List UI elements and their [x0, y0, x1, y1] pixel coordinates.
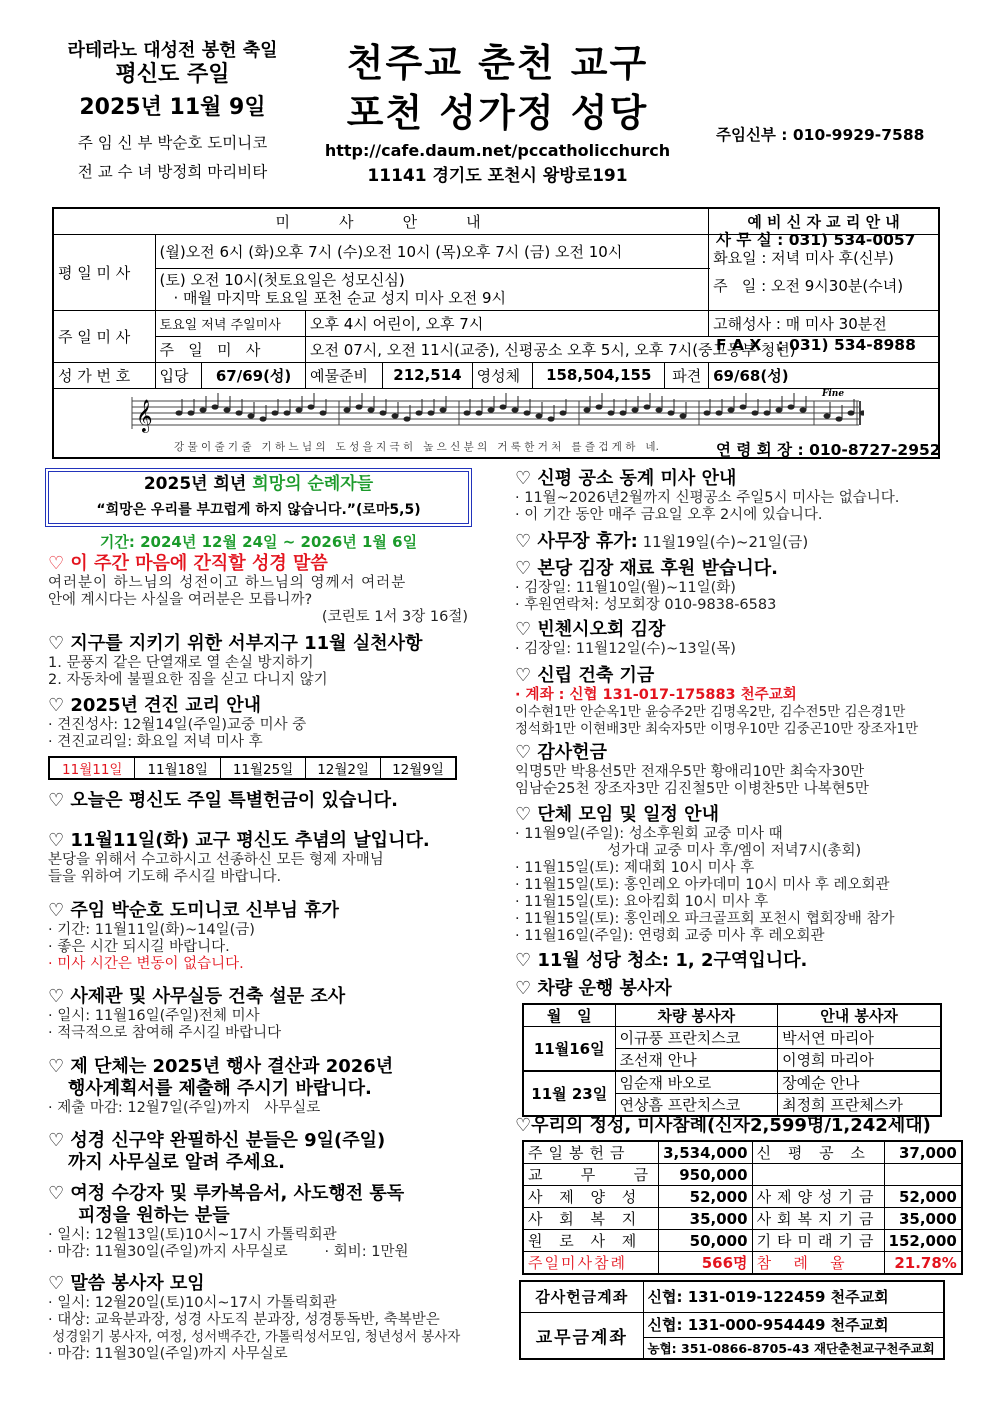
- section-laity-memorial: [48, 830, 430, 886]
- note: [308, 404, 315, 409]
- plans-line: · 제출 마감: 12월7일(주일)까지 사무실로: [48, 1100, 321, 1116]
- offering-value: 35,000: [659, 1208, 752, 1230]
- hymn-offertory-label: 예물준비: [305, 362, 382, 388]
- office-vacation-dates: 11월19일(수)~21일(금): [637, 533, 809, 551]
- note: [416, 410, 423, 415]
- survey-line: · 일시: 11월16일(주일)전체 미사: [48, 1008, 260, 1024]
- pastor-vacation-line: · 기간: 11월11일(화)~14일(금): [48, 922, 255, 938]
- drivers-heading: ♡ 차량 운행 봉사자: [515, 978, 672, 999]
- bible-copy-heading: ♡ 성경 신구약 완필하신 분들은 9일(주일): [48, 1130, 386, 1151]
- offering-row: [523, 1252, 962, 1275]
- plans-heading-2: 행사계획서를 제출해 주시기 바랍니다.: [68, 1078, 372, 1099]
- section-thanks-offering: [515, 742, 869, 798]
- group-line: · 11월16일(주일): 연령회 교중 미사 후 레오회관: [515, 928, 825, 944]
- offering-value: 50,000: [659, 1230, 752, 1252]
- offering-label: 신 평 공 소: [752, 1141, 884, 1164]
- driver: 임순재 바오로: [615, 1071, 778, 1094]
- drive-date: 11월 23일: [523, 1071, 615, 1116]
- section-office-vacation: [515, 531, 808, 553]
- offering-value: 37,000: [884, 1141, 962, 1164]
- confirmation-heading: ♡ 2025년 견진 교리 안내: [48, 695, 262, 716]
- word-servers-heading: ♡ 말씀 봉사자 모임: [48, 1273, 205, 1294]
- dues-account-label: 교무금계좌: [520, 1312, 643, 1359]
- note: [584, 407, 591, 412]
- note: [656, 407, 663, 412]
- retreat-heading-2: 피정을 원하는 분들: [78, 1205, 230, 1226]
- vincent-line: · 김장일: 11월12일(수)~13일(목): [515, 641, 736, 657]
- note: [428, 410, 435, 415]
- jubilee-quote: “희망은 우리를 부끄럽게 하지 않습니다.”(로마5,5): [96, 502, 421, 518]
- section-word-servers: [48, 1273, 460, 1363]
- date-cell: 11월18일: [135, 757, 220, 779]
- note: [320, 410, 327, 415]
- note: [512, 407, 519, 412]
- donor-line: 익명5만 박용선5만 전재우5만 황애리10만 최숙자30만: [515, 764, 865, 780]
- note: [728, 407, 735, 412]
- retreat-line: · 마감: 11월30일(주일)까지 사무실로 · 회비: 1만원: [48, 1244, 409, 1260]
- header-left: [40, 40, 305, 186]
- bible-verse-line: 안에 계시다는 사실을 여러분은 모릅니까?: [48, 592, 313, 608]
- jubilee-box: [48, 471, 469, 524]
- word-servers-line: · 일시: 12월20일(토)10시~17시 가톨릭회관: [48, 1295, 337, 1311]
- note: [236, 410, 243, 415]
- offering-row: [523, 1141, 962, 1164]
- note: [824, 413, 831, 418]
- sinpyeong-line: · 11월~2026년2월까지 신평공소 주일5시 미사는 없습니다.: [515, 490, 900, 506]
- donor-line: 정석화1만 이현배3만 최숙자5만 이명우10만 김중곤10만 장조자1만: [515, 721, 919, 737]
- confirmation-line: · 견진교리일: 화요일 저녁 미사 후: [48, 734, 263, 750]
- note: [668, 410, 675, 415]
- note: [836, 416, 843, 421]
- vincent-heading: ♡ 빈첸시오회 김장: [515, 619, 666, 640]
- sunday-name: 평신도 주일: [115, 62, 230, 87]
- offering-row: [523, 1208, 962, 1230]
- dues-account-1: 신협: 131-000-954449 천주교회: [643, 1312, 944, 1337]
- driver: 조선재 안나: [615, 1049, 778, 1072]
- bible-verse-heading: ♡ 이 주간 마음에 간직할 성경 말씀: [48, 553, 328, 574]
- catechism-sun: 주 일 : 오전 9시30분(수녀): [713, 277, 904, 295]
- confirmation-line: · 견진성사: 12월14일(주일)교중 미사 중: [48, 717, 307, 733]
- word-servers-line: 성경읽기 봉사자, 여정, 성서백주간, 가톨릭성서모임, 청년성서 봉사자: [48, 1329, 461, 1345]
- laity-memorial-line: 들을 위하여 기도해 주시길 바랍니다.: [48, 869, 282, 885]
- weekday-label: 평 일 미 사: [53, 234, 155, 310]
- note: [716, 410, 723, 415]
- donor-line: 임남순25천 장조자3만 김진철5만 이병찬5만 나복현5만: [515, 781, 869, 797]
- earth-item: 2. 자동차에 불필요한 짐을 싣고 다니지 않기: [48, 672, 328, 688]
- section-bible-verse: [48, 553, 478, 626]
- section-kimjang: [515, 558, 778, 614]
- kimjang-line: · 후원연락처: 성모회장 010-9838-6583: [515, 597, 777, 613]
- sat-eve-label: 토요일 저녁 주일미사: [155, 310, 305, 336]
- bible-verse-line: 여러분이 하느님의 성전이고 하느님의 영께서 여러분: [48, 575, 407, 591]
- drive-date: 11월16일: [523, 1027, 615, 1072]
- donor-line: 이수현1만 안순옥1만 윤승주2만 김명옥2만, 김수전5만 김은경1만: [515, 704, 906, 720]
- word-servers-line: · 마감: 11월30일(주일)까지 사무실로: [48, 1346, 288, 1362]
- offering-row: [523, 1186, 962, 1208]
- sinpyeong-heading: ♡ 신평 공소 동계 미사 안내: [515, 468, 737, 489]
- sister: 전 교 수 녀 방정희 마리비타: [77, 163, 268, 181]
- offering-value: 52,000: [884, 1186, 962, 1208]
- offering-value: 52,000: [659, 1186, 752, 1208]
- offering-table: [522, 1140, 963, 1275]
- offering-value: 566명: [659, 1252, 752, 1275]
- mass-title: 미 사 안 내: [53, 208, 709, 234]
- feast-name: 라테라노 대성전 봉헌 축일: [67, 40, 278, 61]
- pastor-vacation-heading: ♡ 주임 박순호 도미니코 신부님 휴가: [48, 900, 339, 921]
- note: [500, 404, 507, 409]
- note: [800, 407, 807, 412]
- thanks-account-label: 감사헌금계좌: [520, 1281, 643, 1312]
- offering-value: 950,000: [659, 1164, 752, 1186]
- mass-schedule-table: [52, 207, 940, 459]
- dues-account-2: 농협: 351-0866-8705-43 재단춘천교구천주교회: [643, 1337, 944, 1359]
- section-building-fund: [515, 665, 918, 738]
- catechism-tue: 화요일 : 저녁 미사 후(신부): [713, 249, 894, 267]
- note: [704, 410, 711, 415]
- group-line: · 11월15일(토): 홍인레오 파크골프회 포천시 협회장배 참가: [515, 911, 895, 927]
- note: [200, 407, 207, 412]
- offering-label: 기타미래기금: [752, 1230, 884, 1252]
- groups-heading: ♡ 단체 모임 및 일정 안내: [515, 804, 719, 825]
- laity-memorial-line: 본당을 위해서 수고하시고 선종하신 모든 형제 자매님: [48, 852, 384, 868]
- office-vacation-heading: ♡ 사무장 휴가:: [515, 531, 638, 552]
- laity-memorial-heading: ♡ 11월11일(화) 교구 평신도 추념의 날입니다.: [48, 830, 430, 851]
- note: [788, 404, 795, 409]
- sinpyeong-line: · 이 기간 동안 매주 금요일 오후 2시에 있습니다.: [515, 507, 823, 523]
- contact-pastor: 주임신부 : 010-9929-7588: [716, 126, 925, 144]
- note: [560, 410, 567, 415]
- confession: 고해성사 : 매 미사 30분전: [709, 310, 939, 336]
- note: [284, 410, 291, 415]
- offering-heading: ♡우리의 정성, 미사참례(신자2,599명/1,242세대): [515, 1115, 931, 1136]
- offering-value: 152,000: [884, 1230, 962, 1252]
- hymn-entrance: 67/69(성): [202, 362, 306, 388]
- last-saturday-mass: · 매월 마지막 토요일 포천 순교 성지 미사 오전 9시: [173, 289, 507, 307]
- lyrics: 강 물 이 줄 기 줄 기 하 느 님 의 도 성 을 지 극 히 높 으 신 분 의 거 룩 한 거 처 를 즐 겁 게 하 네.: [174, 440, 659, 453]
- offering-label: 참 례 율: [752, 1252, 884, 1275]
- note: [380, 410, 387, 415]
- section-vincent: [515, 619, 736, 658]
- note: [740, 404, 747, 409]
- confirmation-dates: [48, 756, 457, 780]
- thanks-offering-heading: ♡ 감사헌금: [515, 742, 607, 763]
- offering-label: 사 회 복 지: [523, 1208, 659, 1230]
- driver: 이규풍 프란치스코: [615, 1027, 778, 1049]
- kimjang-line: · 김장일: 11월10일(월)~11일(화): [515, 580, 736, 596]
- note: [536, 413, 543, 418]
- section-survey: [48, 986, 345, 1042]
- offering-label: 주일봉헌금: [523, 1141, 659, 1164]
- contact-funeral: 연 령 회 장 : 010-8727-2952: [716, 441, 941, 459]
- note: [212, 404, 219, 409]
- note: [404, 416, 411, 421]
- note: [608, 410, 615, 415]
- note: [344, 407, 351, 412]
- earth-item: 1. 문풍지 같은 단열재로 열 손실 방지하기: [48, 655, 314, 671]
- note: [524, 410, 531, 415]
- pastor: 주 임 신 부 박순호 도미니코: [77, 134, 268, 152]
- sat-eve-mass: 오후 4시 어린이, 오후 7시: [305, 310, 708, 336]
- address: 11141 경기도 포천시 왕방로191: [367, 166, 628, 186]
- note: [464, 410, 471, 415]
- guide: 이영희 마리아: [778, 1049, 941, 1072]
- contact-office: 사 무 실 : 031) 534-0057: [716, 231, 916, 249]
- section-confirmation: [48, 695, 457, 780]
- note: [632, 407, 639, 412]
- staff: [124, 393, 864, 437]
- header-center: [310, 38, 685, 188]
- group-line: · 11월15일(토): 제대회 10시 미사 후: [515, 860, 755, 876]
- contact-fax: F A X : 031) 534-8988: [716, 336, 916, 354]
- parish-title: 포천 성가정 성당: [346, 91, 649, 135]
- date-cell: 12월9일: [381, 757, 456, 779]
- music-score: [53, 388, 939, 458]
- hymn-communion: 158,504,155: [533, 362, 665, 388]
- offering-label: 사회복지기금: [752, 1208, 884, 1230]
- group-line: · 11월15일(토): 홍인레오 아카데미 10시 미사 후 레오회관: [515, 877, 890, 893]
- word-servers-line: · 대상: 교육분과장, 성경 사도직 분과장, 성경통독반, 축복받은: [48, 1312, 440, 1328]
- offering-label: 원 로 사 제: [523, 1230, 659, 1252]
- sun-label: 주 일 미 사: [155, 336, 305, 362]
- offering-label: 교 무 금: [523, 1164, 659, 1186]
- saturday-mass: (토) 오전 10시(첫토요일은 성모신심): [159, 271, 405, 289]
- date: 2025년 11월 9일: [79, 95, 266, 120]
- offering-value: [884, 1164, 962, 1186]
- hymn-offertory: 212,514: [383, 362, 472, 388]
- pastor-vacation-note: · 미사 시간은 변동이 없습니다.: [48, 956, 244, 972]
- retreat-heading: ♡ 여정 수강자 및 루카복음서, 사도행전 통독: [48, 1183, 405, 1204]
- guide: 최정희 프란체스카: [778, 1094, 941, 1117]
- group-line: · 11월15일(토): 요아킴회 10시 미사 후: [515, 894, 769, 910]
- note: [596, 404, 603, 409]
- catechism-title: 예 비 신 자 교 리 안 내: [709, 208, 939, 234]
- col-date: 월 일: [523, 1004, 615, 1027]
- pastor-vacation-line: · 좋은 시간 되시길 바랍니다.: [48, 939, 230, 955]
- driver: 연상흠 프란치스코: [615, 1094, 778, 1117]
- note: [224, 407, 231, 412]
- laity-offering-heading: ♡ 오늘은 평신도 주일 특별헌금이 있습니다.: [48, 790, 398, 811]
- cafe-url[interactable]: http://cafe.daum.net/pccatholicchurch: [324, 141, 671, 160]
- section-sinpyeong: [515, 468, 899, 524]
- weekday-row1: (월)오전 6시 (화)오후 7시 (수)오전 10시 (목)오후 7시 (금) 오전 10시: [155, 234, 709, 268]
- section-groups: [515, 804, 895, 945]
- building-fund-heading: ♡ 신립 건축 기금: [515, 665, 655, 686]
- note: [764, 410, 771, 415]
- note: [776, 407, 783, 412]
- col-guides: 안내 봉사자: [778, 1004, 941, 1027]
- note: [848, 410, 855, 415]
- guide: 장예순 안나: [778, 1071, 941, 1094]
- drivers-table: [522, 1003, 942, 1117]
- sun-mass: 오전 07시, 오전 11시(교중), 신평공소 오후 5시, 오후 7시(중고등부·청년): [305, 336, 939, 362]
- note: [392, 413, 399, 418]
- note: [752, 410, 759, 415]
- survey-heading: ♡ 사제관 및 사무실등 건축 설문 조사: [48, 986, 346, 1007]
- jubilee-year: 2025년 희년: [143, 474, 253, 494]
- retreat-line: · 일시: 12월13일(토)10시~17시 가톨릭회관: [48, 1227, 337, 1243]
- survey-line: · 적극적으로 참여해 주시길 바랍니다: [48, 1025, 282, 1041]
- offering-label: 사 제 양 성: [523, 1186, 659, 1208]
- section-plans: [48, 1056, 393, 1117]
- note: [272, 410, 279, 415]
- catechism-info: [709, 234, 939, 310]
- cleaning-heading: ♡ 11월 성당 청소: 1, 2구역입니다.: [515, 950, 808, 971]
- section-pastor-vacation: [48, 900, 339, 973]
- note: [548, 416, 555, 421]
- hymn-entrance-label: 입당: [155, 362, 202, 388]
- offering-label: 사제양성기금: [752, 1186, 884, 1208]
- accounts-table: [519, 1280, 945, 1360]
- offering-label: [752, 1164, 884, 1186]
- section-retreat: [48, 1183, 408, 1261]
- col-drivers: 차량 봉사자: [615, 1004, 778, 1027]
- note: [356, 404, 363, 409]
- note: [620, 410, 627, 415]
- note: [644, 404, 651, 409]
- note: [488, 407, 495, 412]
- bible-copy-heading-2: 까지 사무실로 알려 주세요.: [68, 1152, 285, 1173]
- hymn-communion-label: 영성체: [472, 362, 533, 388]
- note: [248, 413, 255, 418]
- svg-text:𝄞: 𝄞: [136, 398, 153, 432]
- date-cell: 11월25일: [220, 757, 305, 779]
- jubilee-period: 기간: 2024년 12월 24일 ~ 2026년 1월 6일: [99, 533, 418, 551]
- section-earth: [48, 633, 422, 689]
- note: [368, 407, 375, 412]
- guide: 박서연 마리아: [778, 1027, 941, 1049]
- note: [296, 407, 303, 412]
- note: [440, 407, 447, 412]
- jubilee-theme: 희망의 순례자들: [252, 474, 374, 494]
- offering-row: [523, 1164, 962, 1186]
- building-fund-account: · 계좌 : 신협 131-017-175883 천주교회: [515, 687, 797, 703]
- date-cell: 11월11일: [49, 757, 135, 779]
- hymn-recessional: 69/68(성): [709, 362, 939, 388]
- thanks-account: 신협: 131-019-122459 천주교회: [643, 1281, 944, 1312]
- note: [176, 410, 183, 415]
- sunday-label: 주 일 미 사: [53, 310, 155, 362]
- diocese-title: 천주교 춘천 교구: [346, 41, 649, 85]
- note: [680, 413, 687, 418]
- earth-heading: ♡ 지구를 지키기 위한 서부지구 11월 실천사항: [48, 633, 423, 654]
- offering-value: 21.78%: [884, 1252, 962, 1275]
- note: [188, 410, 195, 415]
- group-line: 성가대 교중 미사 후/엠이 저녁7시(총회): [515, 843, 862, 859]
- hymn-label: 성 가 번 호: [53, 362, 155, 388]
- hymn-recessional-label: 파견: [665, 362, 709, 388]
- group-line: · 11월9일(주일): 성소후원회 교중 미사 때: [515, 826, 783, 842]
- kimjang-heading: ♡ 본당 김장 재료 후원 받습니다.: [515, 558, 778, 579]
- date-cell: 12월2일: [306, 757, 381, 779]
- section-bible-copy: [48, 1130, 385, 1174]
- offering-value: 3,534,000: [659, 1141, 752, 1164]
- offering-value: 35,000: [884, 1208, 962, 1230]
- plans-heading: ♡ 제 단체는 2025년 행사 결산과 2026년: [48, 1056, 394, 1077]
- note: [260, 416, 267, 421]
- note: [476, 410, 483, 415]
- offering-label: 주일미사참례: [523, 1252, 659, 1275]
- fine-mark: Fine: [822, 388, 845, 399]
- bible-verse-source: (코린토 1서 3장 16절): [321, 609, 468, 625]
- offering-row: [523, 1230, 962, 1252]
- weekday-row2: [155, 268, 709, 310]
